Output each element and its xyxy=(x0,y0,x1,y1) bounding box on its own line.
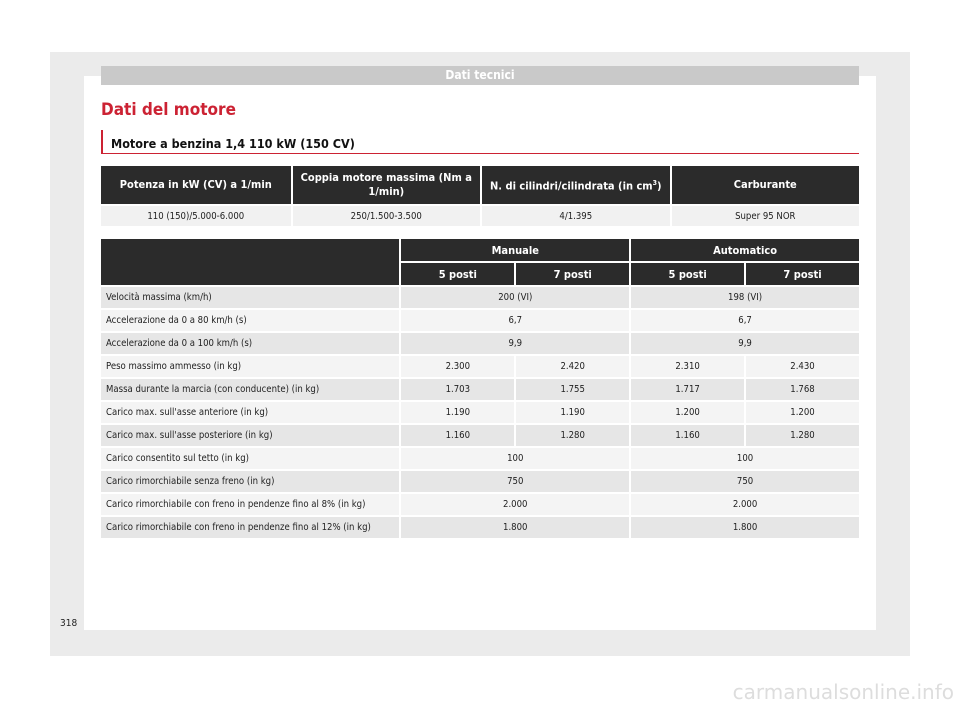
header-manuale-7: 7 posti xyxy=(516,263,629,285)
engine-subtitle xyxy=(101,130,859,154)
row-value-manuale: 200 (VI) xyxy=(401,287,629,308)
header-cylinders xyxy=(482,166,670,204)
table-row xyxy=(101,494,859,515)
header-manuale: Manuale xyxy=(401,239,629,261)
header-cylinders-sup: 3 xyxy=(652,179,658,188)
row-value: 1.190 xyxy=(516,402,629,423)
row-value: 1.717 xyxy=(631,379,744,400)
row-value-automatico: 2.000 xyxy=(631,494,859,515)
header-automatico: Automatico xyxy=(631,239,859,261)
row-value-manuale: 1.800 xyxy=(401,517,629,538)
performance-table xyxy=(99,237,861,540)
row-value: 2.300 xyxy=(401,356,514,377)
perf-group-header-row xyxy=(101,239,859,261)
row-label: Carico rimorchiabile senza freno (in kg) xyxy=(101,471,399,492)
row-value-manuale: 9,9 xyxy=(401,333,629,354)
table-row xyxy=(101,471,859,492)
row-value-automatico: 1.800 xyxy=(631,517,859,538)
row-value: 1.190 xyxy=(401,402,514,423)
row-value-automatico: 100 xyxy=(631,448,859,469)
row-label: Accelerazione da 0 a 100 km/h (s) xyxy=(101,333,399,354)
engine-subtitle-text: Motore a benzina 1,4 110 kW (150 CV) xyxy=(111,136,355,151)
row-label: Peso massimo ammesso (in kg) xyxy=(101,356,399,377)
row-value-automatico: 6,7 xyxy=(631,310,859,331)
cell-torque: 250/1.500-3.500 xyxy=(293,206,480,226)
perf-body xyxy=(101,287,859,538)
table-row xyxy=(101,379,859,400)
engine-specs-table xyxy=(99,164,861,228)
row-value-manuale: 100 xyxy=(401,448,629,469)
header-power: Potenza in kW (CV) a 1/min xyxy=(101,166,291,204)
row-label: Massa durante la marcia (con conducente) (in kg) xyxy=(101,379,399,400)
header-auto-7: 7 posti xyxy=(746,263,859,285)
row-label: Carico rimorchiabile con freno in pendenze fino al 8% (in kg) xyxy=(101,494,399,515)
row-value: 1.768 xyxy=(746,379,859,400)
table-row xyxy=(101,448,859,469)
row-value-automatico: 198 (VI) xyxy=(631,287,859,308)
row-value: 1.280 xyxy=(746,425,859,446)
perf-header-empty xyxy=(101,239,399,285)
row-value: 1.200 xyxy=(631,402,744,423)
header-cylinders-text: N. di cilindri/cilindrata (in cm xyxy=(490,179,653,193)
header-torque: Coppia motore massima (Nm a 1/min) xyxy=(293,166,480,204)
row-value-manuale: 6,7 xyxy=(401,310,629,331)
cell-power: 110 (150)/5.000-6.000 xyxy=(101,206,291,226)
row-label: Accelerazione da 0 a 80 km/h (s) xyxy=(101,310,399,331)
row-value: 1.160 xyxy=(401,425,514,446)
row-value: 1.703 xyxy=(401,379,514,400)
row-value-automatico: 9,9 xyxy=(631,333,859,354)
row-value-manuale: 2.000 xyxy=(401,494,629,515)
table-row xyxy=(101,310,859,331)
row-label: Velocità massima (km/h) xyxy=(101,287,399,308)
row-value-automatico: 750 xyxy=(631,471,859,492)
row-value: 1.200 xyxy=(746,402,859,423)
row-value: 2.430 xyxy=(746,356,859,377)
row-value: 1.755 xyxy=(516,379,629,400)
table-row xyxy=(101,425,859,446)
header-auto-5: 5 posti xyxy=(631,263,744,285)
watermark: carmanualsonline.info xyxy=(732,680,954,704)
page-title: Dati del motore xyxy=(101,100,236,120)
engine-specs-header-row xyxy=(101,166,859,204)
table-row xyxy=(101,287,859,308)
table-row xyxy=(101,517,859,538)
row-label: Carico max. sull'asse posteriore (in kg) xyxy=(101,425,399,446)
row-label: Carico consentito sul tetto (in kg) xyxy=(101,448,399,469)
table-row xyxy=(101,333,859,354)
row-value-manuale: 750 xyxy=(401,471,629,492)
row-value: 2.310 xyxy=(631,356,744,377)
page-number: 318 xyxy=(60,618,78,629)
row-value: 1.160 xyxy=(631,425,744,446)
row-label: Carico rimorchiabile con freno in pendenze fino al 12% (in kg) xyxy=(101,517,399,538)
header-cylinders-close: ) xyxy=(657,179,662,193)
row-value: 2.420 xyxy=(516,356,629,377)
row-value: 1.280 xyxy=(516,425,629,446)
cell-cylinders: 4/1.395 xyxy=(482,206,670,226)
row-label: Carico max. sull'asse anteriore (in kg) xyxy=(101,402,399,423)
engine-specs-row xyxy=(101,206,859,226)
cell-fuel: Super 95 NOR xyxy=(672,206,859,226)
section-header: Dati tecnici xyxy=(101,66,859,85)
header-manuale-5: 5 posti xyxy=(401,263,514,285)
header-fuel: Carburante xyxy=(672,166,859,204)
table-row xyxy=(101,402,859,423)
table-row xyxy=(101,356,859,377)
